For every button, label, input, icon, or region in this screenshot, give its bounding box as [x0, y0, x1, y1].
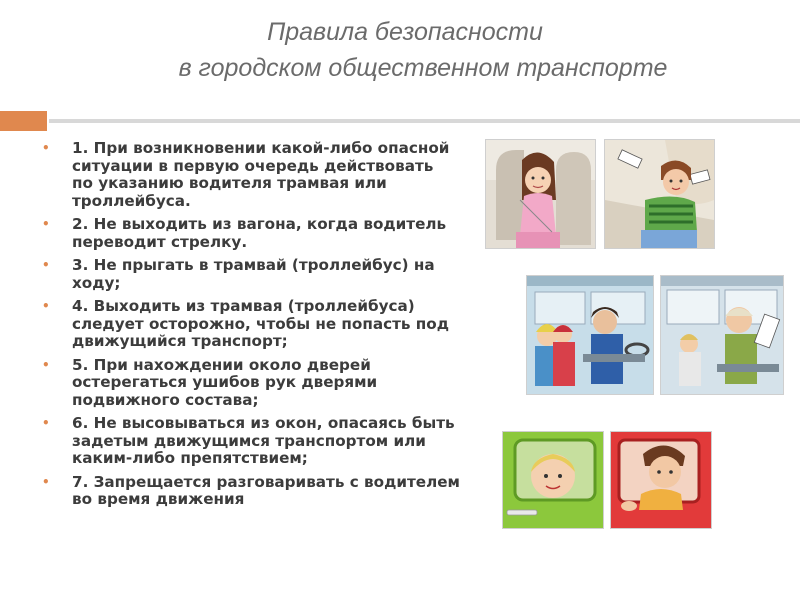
rule-text-4: 4. Выходить из трамвая (троллейбуса) следует осторожно, чтобы не попасть под движущийся транспорт; — [72, 297, 449, 350]
illustration-girl-window — [502, 431, 604, 529]
rule-text-2: 2. Не выходить из вагона, когда водитель переводит стрелку. — [72, 215, 447, 251]
rule-text-1: 1. При возникновении какой-либо опасной ситуации в первую очередь действовать по указанию водителя трамвая или троллейбуса. — [72, 139, 450, 210]
rule-item-7 — [42, 474, 460, 509]
rule-text-5: 5. При нахождении около дверей остерегаться ушибов рук дверями подвижного состава; — [72, 355, 378, 409]
slide-title — [0, 14, 800, 86]
bullet-icon: • — [42, 217, 50, 231]
title-line-2: в городском общественном транспорте — [178, 54, 668, 82]
boy-talking-drawing — [605, 140, 714, 248]
girl-seated-drawing — [486, 140, 595, 248]
illustration-boy-talking — [604, 139, 715, 249]
divider-accent — [0, 111, 47, 131]
driver-passengers-drawing — [527, 276, 653, 394]
girl-window-drawing — [503, 432, 603, 528]
illustration-driver-passengers — [526, 275, 654, 395]
illustration-girl-seated — [485, 139, 596, 249]
divider-line — [49, 119, 800, 123]
rule-text-7: 7. Запрещается разговаривать с водителем во время движения — [72, 472, 460, 508]
illustration-boy-leaning-out — [610, 431, 712, 529]
grandfather-boy-drawing — [661, 276, 783, 394]
rule-item-2 — [42, 216, 460, 251]
illustration-grandfather-boy — [660, 275, 784, 395]
rule-item-3 — [42, 257, 460, 292]
rule-item-4 — [42, 298, 460, 351]
bullet-icon: • — [42, 416, 50, 430]
bullet-icon: • — [42, 357, 50, 372]
title-line-1: Правила безопасности — [267, 18, 543, 46]
rule-text-6: 6. Не высовываться из окон, опасаясь быть задетым движущимся транспортом или каким-либо препятствием; — [72, 414, 455, 467]
bullet-icon: • — [42, 474, 50, 489]
bullet-icon: • — [42, 299, 50, 313]
rule-item-1 — [42, 140, 460, 210]
rule-item-5 — [42, 357, 460, 410]
bullet-icon: • — [42, 258, 50, 272]
boy-leaning-out-drawing — [611, 432, 711, 528]
rule-item-6 — [42, 415, 460, 468]
bullet-icon: • — [42, 141, 50, 155]
rules-list — [42, 140, 460, 515]
rule-text-3: 3. Не прыгать в трамвай (троллейбус) на ходу; — [72, 256, 435, 292]
